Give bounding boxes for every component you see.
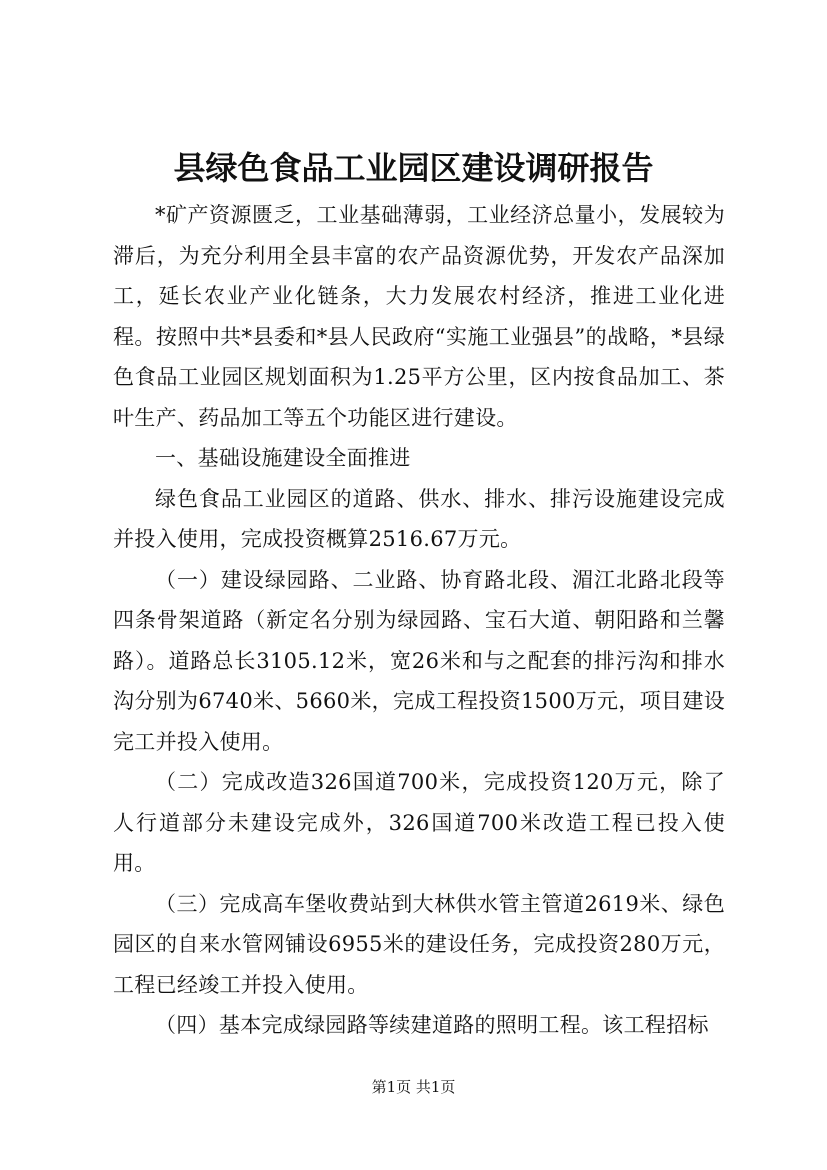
section-heading: 一、基础设施建设全面推进 xyxy=(155,446,411,470)
document-body xyxy=(113,195,725,1046)
paragraph-intro: *矿产资源匮乏，工业基础薄弱，工业经济总量小，发展较为滞后，为充分利用全县丰富的农产品资源优势，开发农产品深加工，延长农业产业化链条，大力发展农村经济，推进工业化进程。按照中共*县委和*县人民政府“实施工业强县”的战略，*县绿色食品工业园区规划面积为1.25平方公里，区内按食品加工、茶叶生产、药品加工等五个功能区进行建设。 xyxy=(113,203,725,430)
paragraph-overview: 绿色食品工业园区的道路、供水、排水、排污设施建设完成并投入使用，完成投资概算2516.67万元。 xyxy=(113,486,725,551)
paragraph-item-4: （四）基本完成绿园路等续建道路的照明工程。该工程招标 xyxy=(155,1013,709,1037)
paragraph-item-3: （三）完成高车堡收费站到大林供水管主管道2619米、绿色园区的自来水管网铺设6955米的建设任务，完成投资280万元，工程已经竣工并投入使用。 xyxy=(113,891,725,997)
page-title: 县绿色食品工业园区建设调研报告 xyxy=(173,149,654,187)
paragraph-item-2: （二）完成改造326国道700米，完成投资120万元，除了人行道部分未建设完成外，326国道700米改造工程已投入使用。 xyxy=(113,770,725,875)
paragraph-item-1: （一）建设绿园路、二业路、协育路北段、湄江北路北段等四条骨架道路（新定名分别为绿园路、宝石大道、朝阳路和兰馨路）。道路总长3105.12米，宽26米和与之配套的排污沟和排水沟分别为6740米、5660米，完成工程投资1500万元，项目建设完工并投入使用。 xyxy=(113,567,725,754)
page-footer: 第1页 共1页 xyxy=(371,1078,456,1096)
